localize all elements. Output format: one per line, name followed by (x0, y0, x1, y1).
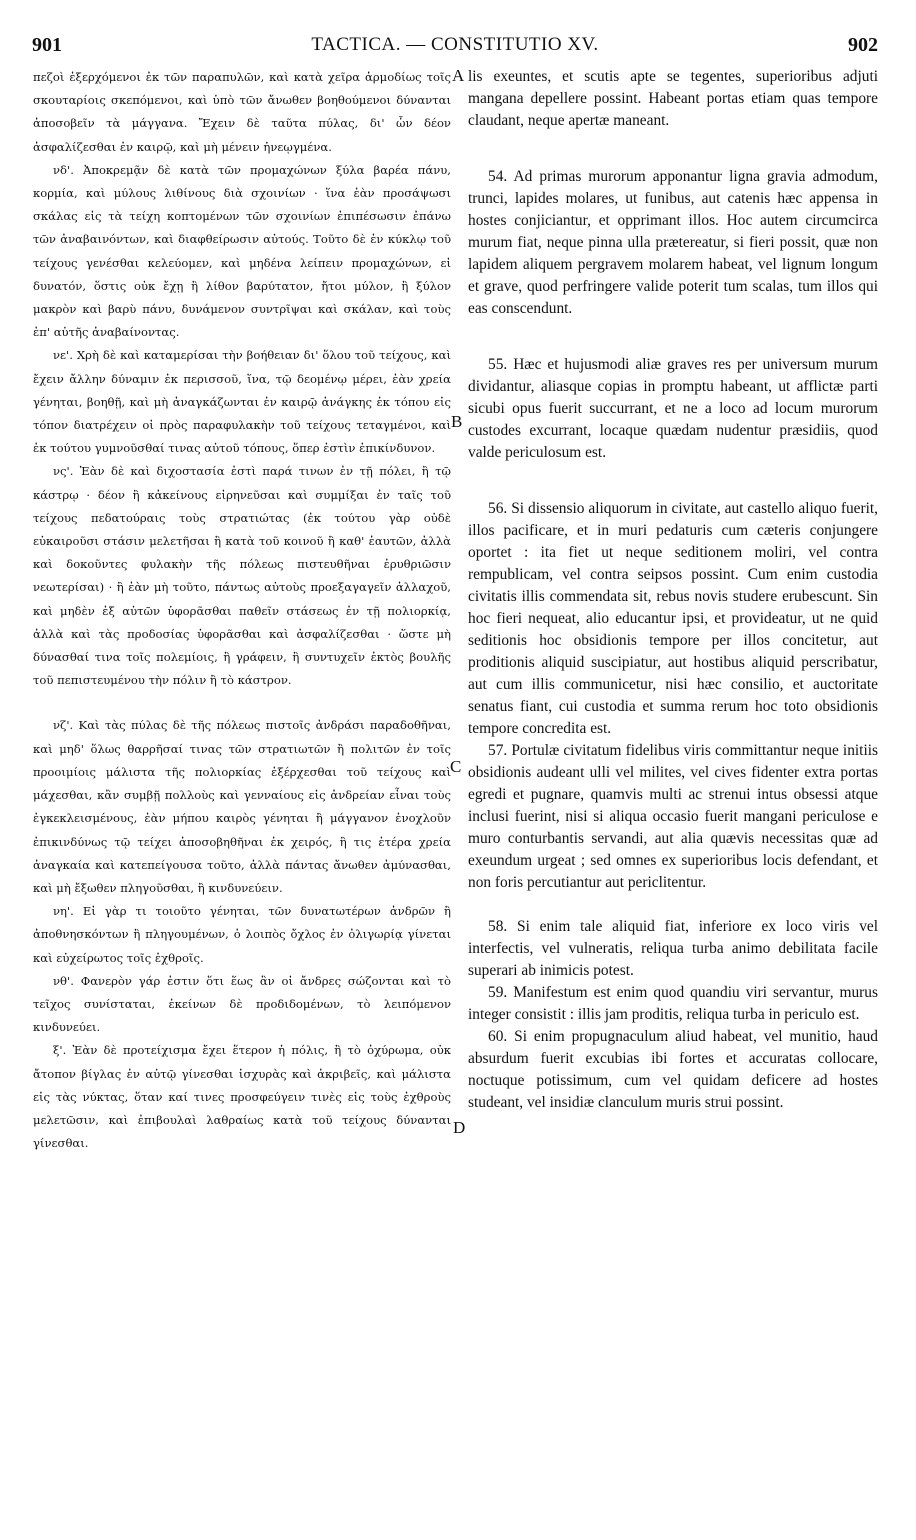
margin-marker-a: A (452, 66, 465, 85)
greek-paragraph-57: νζ'. Καὶ τὰς πύλας δὲ τῆς πόλεως πιστοῖς ἀνδράσι παραδοθῆναι, καὶ μηδ' ὅλως θαρρῆσαί τινας τῶν στρατιωτῶν ἢ πολιτῶν ἐν τοῖς προοιμίοις μάλιστα τῆς πολιορκίας ἐξέρχεσθαι τοῦ τείχους καὶ μάχεσθαι, κἂν συμβῇ πολλοὺς καὶ γενναίους εἰς ἀνδρείαν εἶναι τοὺς ἐγκεκλεισμένους, ἐὰν μήπου καιρὸς γένηται ἢ μάγγανον ἐνοχλοῦν ἐπικινδύνως τῷ τείχει ἀποσοβηθῆναι ἐκ χειρός, ἢ τις ἑτέρα χρεία ἀναγκαία καὶ κατεπείγουσα τοῦτο, ἀλλὰ πάντας ἄνωθεν ἀμύνασθαι, καὶ μὴ ἔξωθεν πληγοῦσθαι, ἢ κινδυνεύειν. (33, 718, 451, 895)
greek-paragraph-54: νδ'. Ἀποκρεμᾷν δὲ κατὰ τῶν προμαχώνων ξύλα βαρέα πάνυ, κορμία, καὶ μύλους λιθίνους διὰ σχοινίων · ἵνα ἐὰν προσάψωσι σκάλας εἰς τὰ τείχη κοπτομένων τῶν σχοινίων ἐπιπέσωσιν ἐπάνω τῶν ἀναβαινόντων, καὶ διαφθείρωσιν αὐτούς. Τοῦτο δὲ ἐν κύκλῳ τοῦ τείχους γενέσθαι κελεύομεν, καὶ μηδένα λείπειν προμαχώνων, εἰ δυνατόν, ὅστις οὐκ ἔχῃ ἢ λίθον βαρύτατον, ἤτοι μύλον, ἢ ξύλον μακρὸν καὶ βαρὺ πάνυ, δυνάμενον συντρῖψαι καὶ σκάλαν, καὶ τοὺς ἐπ' αὐτῆς ἀναβαίνοντας. (33, 162, 451, 340)
greek-paragraph-60: ξ'. Ἐὰν δὲ προτείχισμα ἔχει ἕτερον ἡ πόλις, ἢ τὸ ὀχύρωμα, οὐκ ἄτοπον βίγλας ἐν αὐτῷ γίνεσθαι ἰσχυρὰς καὶ ἀκριβεῖς, καὶ μάλιστα εἰς τὰς νύκτας, ὅταν καί τινες προσφεύγειν τινὲς εἰς τοὺς ἐχθροὺς μελετῶσιν, καὶ ἐπιβουλαὶ λαθραίως κατὰ τοῦ τείχους δύνανται γίνεσθαι. (33, 1043, 451, 1151)
latin-paragraph-55: 55. Hæc et hujusmodi aliæ graves res per universum murum dividantur, aliasque copias in promptu habeant, ut afflictæ parti sicubi opus fuerit succurrant, et ne a loco ad locum murorum custodes excurrant, locaque quædam nudentur præsidiis, quod valde periculosum est. (468, 356, 878, 461)
greek-paragraph-55: νε'. Χρὴ δὲ καὶ καταμερίσαι τὴν βοήθειαν δι' ὅλου τοῦ τείχους, καὶ ἔχειν ἄλλην δύναμιν ἐκ περισσοῦ, ἵνα, τῷ δεομένῳ μέρει, ἐὰν χρεία γένηται, βοηθῇ, καὶ μὴ ἀναγκάζωνται ἐν καιρῷ ἀνάγκης ἐκ τόπου εἰς τόπον διατρέχειν οἱ πρὸς παραφυλακὴν τοῦ τείχους τεταγμένοι, καὶ ἐκ τούτου γυμνοῦσθαί τινας αὐτοῦ τόπους, ὅπερ ἐστὶν ἐπικίνδυνον. (33, 348, 451, 456)
latin-paragraph-56: 56. Si dissensio aliquorum in civitate, aut castello aliquo fuerit, illos pacificare, et in muri pedaturis cum cæteris conjungere oportet : ita fiet ut neque seditionem moliri, vel contra rempublicam, vel contra seipsos possint. Cum enim custodia civitatis illis commendata sit, rebus novis studere erubescunt. Sin hoc fieri nequeat, alio educantur ipsi, et provideatur, ut ne quid seditionis hoc obsidionis tempore per illos concitetur, aut proditionis aliquid suscipiatur, aut hostibus aliquid perscribatur, aut cum illis communicetur, nisi hæc consilio, et auctoritate senatus fiant, cui custodia et summa rerum hoc toto obsidionis tempore concredita est. (468, 500, 878, 737)
page-number-left: 901 (32, 34, 62, 56)
margin-marker-d: D (453, 1118, 466, 1137)
greek-paragraph-56: νς'. Ἐὰν δὲ καὶ διχοστασία ἐστὶ παρά τινων ἐν τῇ πόλει, ἢ τῷ κάστρῳ · δέον ἢ κἀκείνους εἰρηνεῦσαι καὶ συμμίξαι ἐν ταῖς τοῦ τείχους πεδατούραις τοὺς στρατιώτας (ἐκ τούτου γὰρ οὐδὲ εὐκαιροῦσι στάσιν μελετῆσαι ἢ κατὰ τοῦ κοινοῦ ἢ καθ' ἑαυτῶν, ἀλλὰ καὶ δοκοῦντες φυλακὴν τῆς πόλεως πιστευθῆναι ἐρυθριῶσιν νεωτερίσαι) · ἢ ἐὰν μὴ τοῦτο, πάντως αὐτοὺς προεξαγαγεῖν ἀλλαχοῦ, καὶ μηδὲν ἐξ αὐτῶν ὑφορᾶσθαι παθεῖν στάσεως ἐν τῇ πολιορκίᾳ, ἀλλὰ καὶ τὰς προδοσίας ὑφορᾶσθαι καὶ ἀσφαλίζεσθαι · ὥστε μὴ δύνασθαί τινα τοῖς πολεμίοις, ἢ γράφειν, ἢ συντυχεῖν ἐκτὸς βουλῆς τοῦ πεπιστευμένου τὴν πόλιν ἢ τὸ κάστρον. (33, 464, 451, 688)
page-number-right: 902 (848, 34, 878, 56)
latin-paragraph-60: 60. Si enim propugnaculum aliud habeat, vel munitio, haud absurdum fuerit excubias ibi fortes et accuratas collocare, noctuque potissimum, cum vel quidam deficere ad hostes studeant, vel insidiæ clanculum muris strui possint. (468, 1028, 878, 1111)
page-header (32, 34, 878, 60)
greek-column (33, 66, 451, 1155)
running-title: TACTICA. — CONSTITUTIO XV. (311, 34, 599, 55)
latin-paragraph-57: 57. Portulæ civitatum fidelibus viris committantur neque initiis obsidionis audeant ulli vel milites, vel cives fidenter extra portas egredi et pugnare, quamvis multi ac strenui intus obsessi atque inclusi fuerint, nisi si aliqua occasio fuerit mangani periculose e muro conturbantis servandi, aut alia quævis necessitas quæ ad exeundum urgeat ; sed omnes ex superioribus locis defendant, et non foris percutiantur aut periclitentur. (468, 742, 878, 891)
greek-paragraph-59: νθ'. Φανερὸν γάρ ἐστιν ὅτι ἕως ἂν οἱ ἄνδρες σώζονται καὶ τὸ τεῖχος συνίσταται, ἐκείνων δὲ προδιδομένων, τὸ λειπόμενον κινδυνεύει. (33, 973, 451, 1035)
margin-marker-b: B (451, 412, 463, 431)
latin-column (468, 66, 878, 1114)
latin-paragraph-54: 54. Ad primas murorum apponantur ligna gravia admodum, trunci, lapides molares, ut funibus, aut catenis hæc appensa in hostes conjiciantur, et opprimant illos. Hoc autem circumcirca murum fiat, neque pinna ulla prætereatur, si fieri possit, quæ non lapidem aliquem pergravem molarem habeat, vel lignum longum et grave, quod perfringere valide poterit tum scalas, tum illos qui eas conscendunt. (468, 168, 878, 317)
latin-paragraph-58: 58. Si enim tale aliquid fiat, inferiore ex loco viris vel interfectis, vel vulneratis, reliqua turba animo debilitata facile superari ab inimicis potest. (468, 918, 878, 979)
greek-paragraph-intro: πεζοὶ ἐξερχόμενοι ἐκ τῶν παραπυλῶν, καὶ κατὰ χεῖρα ἁρμοδίως τοῖς σκουταρίοις σκεπόμενοι, καὶ ὑπὸ τῶν ἄνωθεν βοηθούμενοι δύνανται ἀποσοβεῖν τὰ μάγγανα. Ἔχειν δὲ ταῦτα πύλας, δι' ὧν δέον ἀσφαλίζεσθαι ἐν καιρῷ, καὶ μὴ μένειν ἠνεῳγμένα. (33, 70, 451, 154)
latin-paragraph-59: 59. Manifestum est enim quod quandiu viri servantur, murus integer consistit : illis jam proditis, reliqua turba in periculo est. (468, 984, 878, 1023)
latin-paragraph-intro: lis exeuntes, et scutis apte se tegentes, superioribus adjuti mangana depellere possint. Habeant portas etiam quas tempore claudant, neque apertæ maneant. (468, 68, 878, 129)
greek-paragraph-58: νη'. Εἰ γὰρ τι τοιοῦτο γένηται, τῶν δυνατωτέρων ἀνδρῶν ἢ ἀποθνησκόντων ἢ πληγουμένων, ὁ λοιπὸς ὄχλος ἐν ὀλιγωρίᾳ γίνεται καὶ εὐχείρωτος τοῖς ἐχθροῖς. (33, 904, 451, 965)
margin-marker-c: C (450, 757, 462, 776)
